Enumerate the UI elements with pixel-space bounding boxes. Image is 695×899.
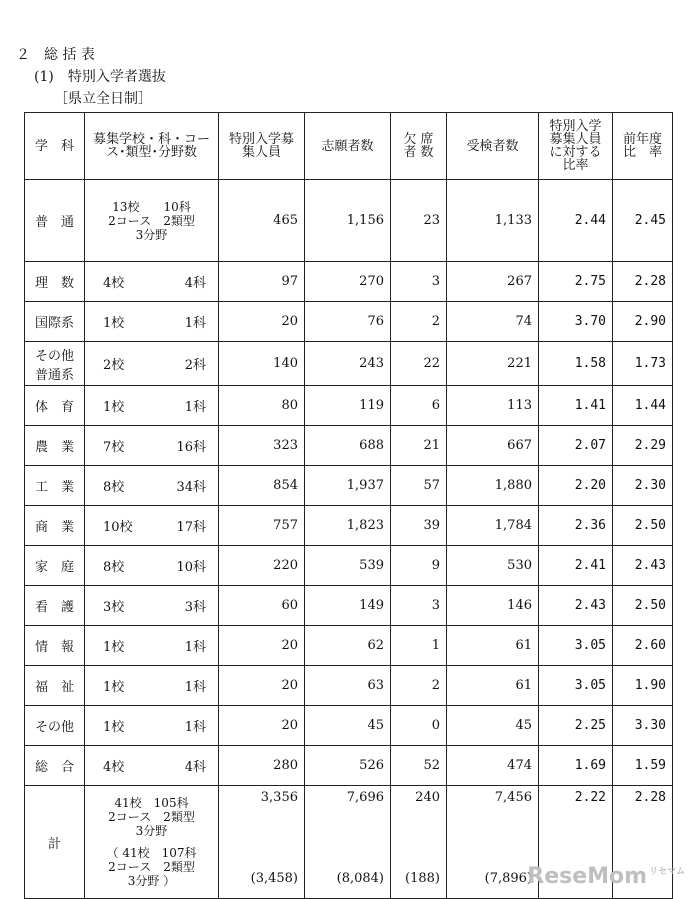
cell-subject: 家 庭	[25, 546, 85, 586]
schools-pair	[91, 676, 212, 695]
schools-pair	[91, 272, 212, 291]
subsection-heading: (1) 特別入学者選抜	[34, 69, 166, 85]
cell-absent: 6	[391, 386, 447, 426]
cell-subject: 情 報	[25, 626, 85, 666]
cell-subject: 商 業	[25, 506, 85, 546]
cell-subject: その他	[25, 706, 85, 746]
header-row	[25, 113, 673, 180]
table-row	[25, 506, 673, 546]
cell-schools	[85, 746, 219, 786]
value-stack	[311, 790, 384, 886]
cell-absent: 52	[391, 746, 447, 786]
cell-subject: 国際系	[25, 302, 85, 342]
cell-absent: 3	[391, 586, 447, 626]
cell-schools	[85, 180, 219, 262]
subjects-count: 17科	[176, 520, 206, 535]
cell-subject: 農 業	[25, 426, 85, 466]
cell-schools	[85, 302, 219, 342]
value-current: 240	[415, 790, 440, 805]
cell-prev-ratio: 1.44	[613, 386, 673, 426]
table-row	[25, 746, 673, 786]
cell-capacity: 220	[219, 546, 305, 586]
section-heading: ２ 総 括 表	[16, 47, 95, 63]
cell-ratio: 1.41	[539, 386, 613, 426]
value-current: 2.28	[634, 790, 666, 805]
col-applicants: 志願者数	[305, 113, 391, 180]
schools-pair	[91, 516, 212, 535]
cell-capacity: 465	[219, 180, 305, 262]
cell-ratio: 2.36	[539, 506, 613, 546]
cell-applicants: 76	[305, 302, 391, 342]
cell-applicants: 1,937	[305, 466, 391, 506]
col-absent: 欠 席者 数	[391, 113, 447, 180]
cell-prev-ratio: 2.50	[613, 506, 673, 546]
schools-pair	[91, 756, 212, 775]
cell-ratio: 1.69	[539, 746, 613, 786]
cell-ratio: 1.58	[539, 342, 613, 386]
col-subject: 学 科	[25, 113, 85, 180]
cell-examinees: 267	[447, 262, 539, 302]
value-current: 3,356	[260, 790, 298, 805]
cell-absent: 22	[391, 342, 447, 386]
cell-prev-ratio: 3.30	[613, 706, 673, 746]
cell-capacity: 80	[219, 386, 305, 426]
cell-examinees: 61	[447, 666, 539, 706]
cell-applicants: 1,823	[305, 506, 391, 546]
schools-pair	[91, 436, 212, 455]
col-examinees: 受検者数	[447, 113, 539, 180]
cell-ratio: 2.44	[539, 180, 613, 262]
cell-prev-ratio: 2.90	[613, 302, 673, 342]
cell-applicants: 62	[305, 626, 391, 666]
cell-examinees: 474	[447, 746, 539, 786]
cell-applicants: 119	[305, 386, 391, 426]
cell-applicants: 539	[305, 546, 391, 586]
value-previous: (3,458)	[250, 871, 298, 886]
schools-count: 4校	[103, 276, 125, 291]
subjects-count: 1科	[184, 720, 206, 735]
schools-pair	[91, 476, 212, 495]
schools-pair	[91, 556, 212, 575]
cell-prev-ratio: 1.73	[613, 342, 673, 386]
cell-examinees: 667	[447, 426, 539, 466]
schools-line: 3分野	[135, 824, 168, 838]
schools-line: 2コース 2類型	[108, 810, 195, 824]
cell-ratio: 2.41	[539, 546, 613, 586]
cell-applicants: 45	[305, 706, 391, 746]
schools-count: 10校	[103, 520, 133, 535]
schools-count: 1校	[103, 316, 125, 331]
value-stack	[453, 790, 532, 886]
cell-examinees: 1,784	[447, 506, 539, 546]
table-row	[25, 180, 673, 262]
schools-count: 1校	[103, 680, 125, 695]
cell-applicants: 243	[305, 342, 391, 386]
schools-pair	[91, 354, 212, 373]
bracket-label: ［県立全日制］	[54, 91, 152, 107]
cell-subject: 看 護	[25, 586, 85, 626]
schools-count: 8校	[103, 480, 125, 495]
col-ratio: 特別入学募集人員に対する比率	[539, 113, 613, 180]
cell-prev-ratio: 2.45	[613, 180, 673, 262]
cell-absent: 0	[391, 706, 447, 746]
cell-applicants: 1,156	[305, 180, 391, 262]
value-previous: (7,896)	[484, 871, 532, 886]
cell-schools	[85, 786, 219, 899]
cell-ratio: 2.07	[539, 426, 613, 466]
value-previous: (188)	[405, 871, 440, 886]
cell-capacity: 20	[219, 626, 305, 666]
cell-schools	[85, 426, 219, 466]
cell-ratio: 2.25	[539, 706, 613, 746]
cell-capacity: 140	[219, 342, 305, 386]
cell-examinees: 530	[447, 546, 539, 586]
cell-schools	[85, 506, 219, 546]
cell-schools	[85, 666, 219, 706]
cell-examinees	[447, 786, 539, 899]
cell-schools	[85, 626, 219, 666]
cell-schools	[85, 706, 219, 746]
schools-pair	[91, 636, 212, 655]
cell-prev-ratio: 2.60	[613, 626, 673, 666]
schools-count: 8校	[103, 560, 125, 575]
cell-prev-ratio: 1.59	[613, 746, 673, 786]
subjects-count: 4科	[184, 760, 206, 775]
schools-line: 2コース 2類型	[108, 213, 195, 228]
table-row	[25, 342, 673, 386]
value-current: 2.22	[574, 790, 606, 805]
cell-ratio: 2.75	[539, 262, 613, 302]
schools-line: 3分野	[135, 227, 168, 242]
cell-examinees: 1,880	[447, 466, 539, 506]
schools-count: 4校	[103, 760, 125, 775]
schools-prev-line: （ 41校 107科	[106, 846, 197, 860]
value-stack	[397, 790, 440, 886]
cell-absent: 1	[391, 626, 447, 666]
table-row	[25, 426, 673, 466]
value-previous: (8,084)	[336, 871, 384, 886]
subjects-count: 4科	[184, 276, 206, 291]
cell-subject: 福 祉	[25, 666, 85, 706]
cell-applicants: 526	[305, 746, 391, 786]
cell-capacity: 757	[219, 506, 305, 546]
schools-count: 1校	[103, 640, 125, 655]
table-row	[25, 626, 673, 666]
subjects-count: 1科	[184, 400, 206, 415]
cell-subject: 工 業	[25, 466, 85, 506]
schools-count: 7校	[103, 440, 125, 455]
cell-applicants	[305, 786, 391, 899]
cell-prev-ratio: 2.28	[613, 262, 673, 302]
cell-absent: 57	[391, 466, 447, 506]
subjects-count: 2科	[184, 358, 206, 373]
cell-examinees: 113	[447, 386, 539, 426]
cell-ratio: 3.05	[539, 666, 613, 706]
cell-schools	[85, 386, 219, 426]
cell-subject: 理 数	[25, 262, 85, 302]
cell-applicants: 149	[305, 586, 391, 626]
cell-ratio: 3.70	[539, 302, 613, 342]
cell-subject: その他普通系	[25, 342, 85, 386]
table-row	[25, 586, 673, 626]
schools-pair	[91, 716, 212, 735]
cell-capacity: 280	[219, 746, 305, 786]
table-row	[25, 666, 673, 706]
schools-prev-line: 3分野 ）	[127, 874, 176, 888]
cell-subject: 体 育	[25, 386, 85, 426]
subjects-count: 3科	[184, 600, 206, 615]
cell-capacity: 20	[219, 302, 305, 342]
cell-applicants: 688	[305, 426, 391, 466]
subjects-count: 1科	[184, 680, 206, 695]
cell-examinees: 146	[447, 586, 539, 626]
cell-subject: 総 合	[25, 746, 85, 786]
cell-prev-ratio: 2.30	[613, 466, 673, 506]
cell-absent: 3	[391, 262, 447, 302]
subjects-count: 1科	[184, 316, 206, 331]
cell-ratio: 3.05	[539, 626, 613, 666]
cell-capacity: 97	[219, 262, 305, 302]
cell-capacity	[219, 786, 305, 899]
cell-capacity: 60	[219, 586, 305, 626]
cell-absent: 9	[391, 546, 447, 586]
subjects-count: 1科	[184, 640, 206, 655]
cell-subject: 計	[25, 786, 85, 899]
value-current: 7,696	[346, 790, 384, 805]
cell-prev-ratio: 2.43	[613, 546, 673, 586]
schools-line: 13校 10科	[112, 199, 191, 214]
col-schools: 募集学校・科・コース･類型･分野数	[85, 113, 219, 180]
table-row	[25, 546, 673, 586]
summary-table	[24, 112, 673, 899]
cell-prev-ratio: 2.29	[613, 426, 673, 466]
subjects-count: 16科	[176, 440, 206, 455]
schools-count: 2校	[103, 358, 125, 373]
table-row	[25, 386, 673, 426]
table-row	[25, 466, 673, 506]
col-capacity: 特別入学募集人員	[219, 113, 305, 180]
subjects-count: 34科	[176, 480, 206, 495]
table-row	[25, 302, 673, 342]
cell-subject: 普 通	[25, 180, 85, 262]
cell-absent: 2	[391, 666, 447, 706]
watermark-logo	[527, 864, 685, 889]
schools-count: 1校	[103, 720, 125, 735]
cell-examinees: 74	[447, 302, 539, 342]
cell-capacity: 20	[219, 706, 305, 746]
cell-prev-ratio: 1.90	[613, 666, 673, 706]
cell-examinees: 61	[447, 626, 539, 666]
schools-pair	[91, 596, 212, 615]
cell-schools	[85, 546, 219, 586]
cell-absent: 23	[391, 180, 447, 262]
cell-schools	[85, 342, 219, 386]
cell-capacity: 323	[219, 426, 305, 466]
schools-count: 3校	[103, 600, 125, 615]
cell-schools	[85, 466, 219, 506]
cell-prev-ratio: 2.50	[613, 586, 673, 626]
schools-pair	[91, 312, 212, 331]
cell-examinees: 1,133	[447, 180, 539, 262]
cell-examinees: 221	[447, 342, 539, 386]
cell-absent: 39	[391, 506, 447, 546]
col-prev-ratio: 前年度比 率	[613, 113, 673, 180]
watermark-text: ReseMom	[527, 864, 648, 889]
cell-schools	[85, 262, 219, 302]
cell-ratio: 2.20	[539, 466, 613, 506]
table-row	[25, 706, 673, 746]
cell-examinees: 45	[447, 706, 539, 746]
schools-pair	[91, 396, 212, 415]
cell-absent: 21	[391, 426, 447, 466]
schools-prev-line: 2コース 2類型	[108, 860, 195, 874]
cell-schools	[85, 586, 219, 626]
cell-absent	[391, 786, 447, 899]
subjects-count: 10科	[176, 560, 206, 575]
cell-capacity: 20	[219, 666, 305, 706]
cell-applicants: 63	[305, 666, 391, 706]
schools-count: 1校	[103, 400, 125, 415]
value-current: 7,456	[494, 790, 532, 805]
value-stack	[225, 790, 298, 886]
cell-applicants: 270	[305, 262, 391, 302]
cell-ratio: 2.43	[539, 586, 613, 626]
cell-absent: 2	[391, 302, 447, 342]
table-row	[25, 262, 673, 302]
schools-line: 41校 105科	[114, 796, 189, 810]
watermark-sub: リセマム	[649, 867, 685, 877]
cell-capacity: 854	[219, 466, 305, 506]
